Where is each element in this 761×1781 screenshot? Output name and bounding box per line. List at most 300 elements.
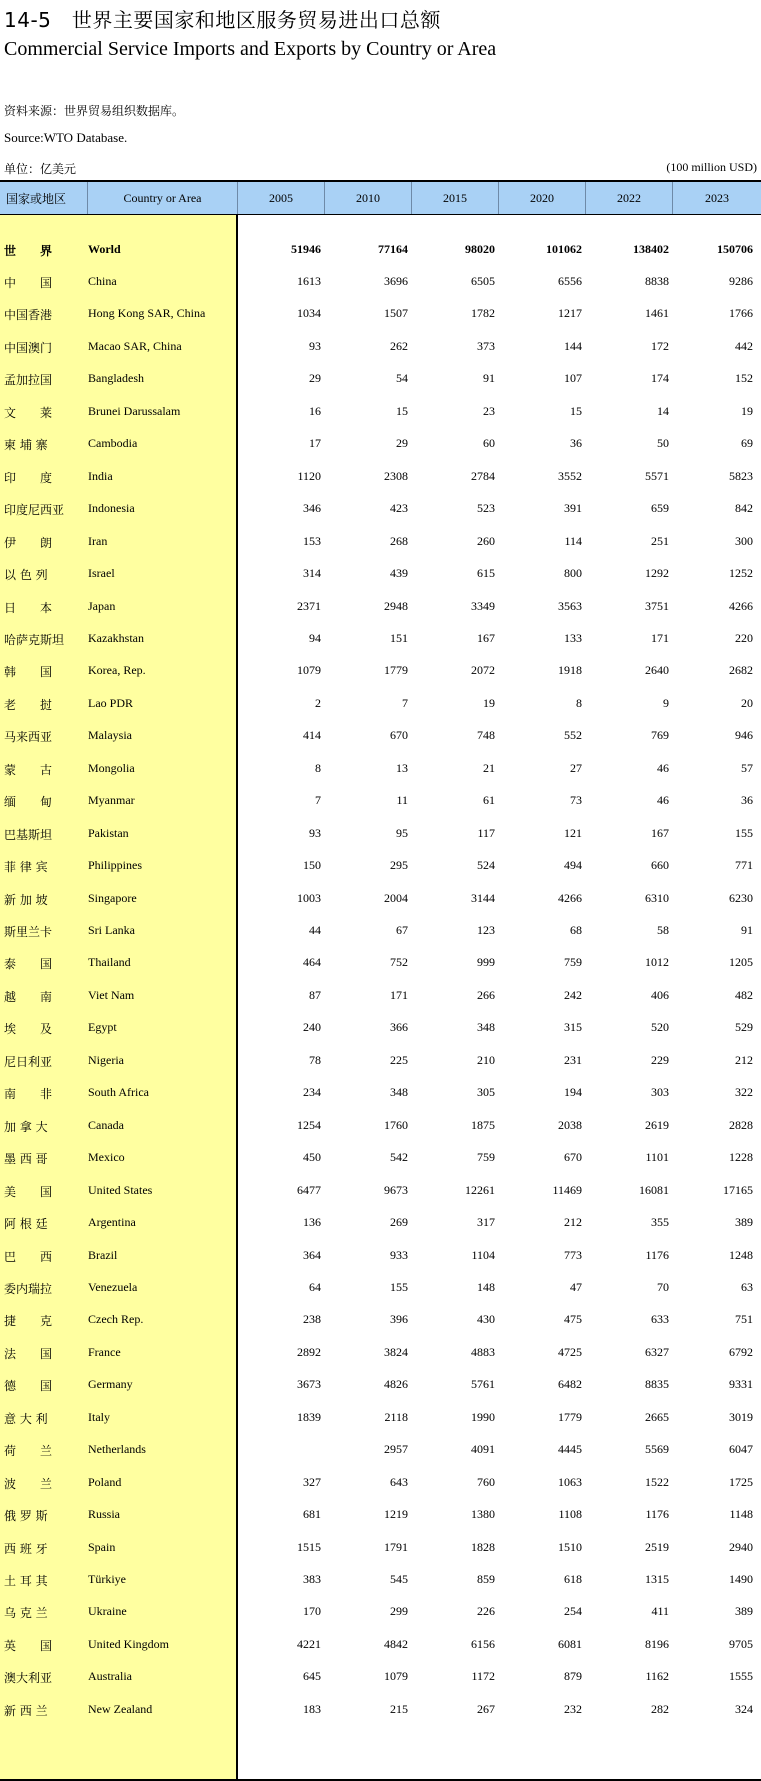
country-name-cn: 泰 国 xyxy=(4,957,53,972)
value-cell-2010: 1779 xyxy=(384,663,408,678)
value-cell-2005: 136 xyxy=(303,1215,321,1230)
value-cell-2023: 442 xyxy=(735,338,753,353)
value-cell-2005: 16 xyxy=(309,403,321,418)
value-cell-2020: 670 xyxy=(564,1150,582,1165)
value-cell-2015: 317 xyxy=(477,1215,495,1230)
country-name-cn: 荷 兰 xyxy=(4,1444,53,1459)
value-cell-2010: 2118 xyxy=(384,1409,408,1424)
value-cell-2015: 266 xyxy=(477,987,495,1002)
table-row xyxy=(0,525,761,557)
value-cell-2005: 93 xyxy=(309,825,321,840)
value-cell-2020: 494 xyxy=(564,858,582,873)
country-name-en: Kazakhstan xyxy=(88,630,144,645)
value-cell-2023: 324 xyxy=(735,1701,753,1716)
value-cell-2023: 1766 xyxy=(729,306,753,321)
value-cell-2020: 121 xyxy=(564,825,582,840)
value-cell-2020: 1510 xyxy=(558,1539,582,1554)
country-name-en: Malaysia xyxy=(88,728,132,743)
country-name-en: Netherlands xyxy=(88,1442,146,1457)
country-name-cn: 中 国 xyxy=(4,276,53,290)
value-cell-2023: 2682 xyxy=(729,663,753,678)
country-name-cn: 巴基斯坦 xyxy=(4,827,53,842)
country-name-cn: 德 国 xyxy=(4,1379,53,1394)
value-cell-2005: 64 xyxy=(309,1279,321,1294)
value-cell-2023: 6047 xyxy=(729,1442,753,1457)
country-name-en: Macao SAR, China xyxy=(88,338,182,353)
table-row xyxy=(0,330,761,362)
country-name-en: Thailand xyxy=(88,955,131,970)
value-cell-2015: 98020 xyxy=(465,242,495,256)
value-cell-2023: 300 xyxy=(735,533,753,548)
country-name-en: Mexico xyxy=(88,1150,125,1165)
country-name-en: Argentina xyxy=(88,1215,136,1230)
value-cell-2022: 355 xyxy=(651,1215,669,1230)
table-row xyxy=(0,1336,761,1368)
value-cell-2015: 760 xyxy=(477,1474,495,1489)
value-cell-2020: 11469 xyxy=(552,1182,582,1197)
value-cell-2022: 1101 xyxy=(645,1150,669,1165)
country-name-cn: 以 色 列 xyxy=(4,568,48,583)
value-cell-2005: 1003 xyxy=(297,890,321,905)
value-cell-2023: 842 xyxy=(735,501,753,516)
table-title-en: Commercial Service Imports and Exports by Country or Area xyxy=(4,38,497,60)
value-cell-2020: 101062 xyxy=(546,242,582,256)
country-name-cn: 西 班 牙 xyxy=(4,1541,48,1556)
value-cell-2020: 1779 xyxy=(558,1409,582,1424)
country-name-en: Hong Kong SAR, China xyxy=(88,306,206,321)
value-cell-2015: 60 xyxy=(483,436,495,451)
value-cell-2020: 618 xyxy=(564,1572,582,1586)
value-cell-2005: 1079 xyxy=(297,663,321,678)
table-row xyxy=(0,1141,761,1173)
value-cell-2020: 6482 xyxy=(558,1377,582,1392)
country-name-en: Indonesia xyxy=(88,501,135,516)
value-cell-2020: 315 xyxy=(564,1020,582,1035)
value-cell-2010: 262 xyxy=(390,338,408,353)
value-cell-2020: 879 xyxy=(564,1669,582,1684)
country-name-cn: 加 拿 大 xyxy=(4,1119,48,1134)
country-name-en: Canada xyxy=(88,1117,124,1132)
value-cell-2010: 1079 xyxy=(384,1669,408,1684)
value-cell-2023: 150706 xyxy=(717,242,753,256)
header-year-2020: 2020 xyxy=(499,182,586,214)
country-name-en: Philippines xyxy=(88,858,143,873)
value-cell-2023: 389 xyxy=(735,1215,753,1230)
value-cell-2005: 150 xyxy=(303,858,321,873)
value-cell-2010: 752 xyxy=(390,955,408,970)
value-cell-2020: 1918 xyxy=(558,663,582,678)
value-cell-2015: 148 xyxy=(477,1279,495,1294)
value-cell-2022: 14 xyxy=(657,403,669,418)
country-name-en: Australia xyxy=(88,1669,132,1684)
table-row xyxy=(0,1206,761,1238)
table-row xyxy=(0,1011,761,1043)
table-row xyxy=(0,1433,761,1465)
value-cell-2010: 7 xyxy=(402,695,408,710)
value-cell-2015: 615 xyxy=(477,566,495,581)
table-row xyxy=(0,719,761,751)
value-cell-2015: 23 xyxy=(483,403,495,418)
table-row xyxy=(0,233,761,265)
value-cell-2005: 346 xyxy=(303,501,321,516)
value-cell-2005: 3673 xyxy=(297,1377,321,1392)
country-name-cn: 越 南 xyxy=(4,989,53,1004)
value-cell-2022: 1176 xyxy=(645,1247,669,1262)
value-cell-2005: 2892 xyxy=(297,1344,321,1359)
country-name-en: Ukraine xyxy=(88,1604,127,1619)
country-name-cn: 中国香港 xyxy=(4,308,53,323)
table-row xyxy=(0,1693,761,1725)
country-name-cn: 文 莱 xyxy=(4,405,53,420)
value-cell-2015: 5761 xyxy=(471,1377,495,1392)
value-cell-2023: 63 xyxy=(741,1279,753,1294)
value-cell-2010: 1219 xyxy=(384,1507,408,1522)
value-cell-2022: 2619 xyxy=(645,1117,669,1132)
value-cell-2023: 212 xyxy=(735,1052,753,1067)
value-cell-2022: 58 xyxy=(657,923,669,937)
country-name-cn: 哈萨克斯坦 xyxy=(4,632,65,647)
value-cell-2010: 2957 xyxy=(384,1442,408,1457)
value-cell-2023: 5823 xyxy=(729,468,753,483)
value-cell-2023: 946 xyxy=(735,728,753,743)
country-name-en: France xyxy=(88,1344,121,1359)
value-cell-2015: 1172 xyxy=(471,1669,495,1684)
country-name-cn: 菲 律 宾 xyxy=(4,860,48,875)
value-cell-2005: 153 xyxy=(303,533,321,548)
table-row xyxy=(0,362,761,394)
value-cell-2015: 2784 xyxy=(471,468,495,483)
table-row xyxy=(0,849,761,881)
value-cell-2015: 4091 xyxy=(471,1442,495,1457)
value-cell-2015: 6505 xyxy=(471,274,495,288)
value-cell-2022: 1522 xyxy=(645,1474,669,1489)
value-cell-2015: 6156 xyxy=(471,1636,495,1651)
country-name-en: Myanmar xyxy=(88,793,135,808)
value-cell-2015: 167 xyxy=(477,630,495,645)
unit-label-en: (100 million USD) xyxy=(666,160,757,174)
value-cell-2010: 545 xyxy=(390,1572,408,1586)
value-cell-2010: 2308 xyxy=(384,468,408,483)
value-cell-2023: 152 xyxy=(735,371,753,386)
header-year-2022: 2022 xyxy=(586,182,673,214)
table-row xyxy=(0,1271,761,1303)
country-name-cn: 伊 朗 xyxy=(4,535,53,550)
value-cell-2022: 1461 xyxy=(645,306,669,321)
value-cell-2023: 36 xyxy=(741,793,753,808)
table-row xyxy=(0,1044,761,1076)
value-cell-2023: 1490 xyxy=(729,1572,753,1586)
table-row xyxy=(0,1628,761,1660)
value-cell-2005: 314 xyxy=(303,566,321,581)
value-cell-2020: 3552 xyxy=(558,468,582,483)
country-name-en: Singapore xyxy=(88,890,137,905)
table-row xyxy=(0,1239,761,1271)
value-cell-2005: 44 xyxy=(309,923,321,937)
value-cell-2015: 91 xyxy=(483,371,495,386)
country-name-en: World xyxy=(88,242,121,256)
value-cell-2010: 542 xyxy=(390,1150,408,1165)
country-name-en: Korea, Rep. xyxy=(88,663,146,678)
country-name-cn: 印度尼西亚 xyxy=(4,503,65,518)
country-name-cn: 孟加拉国 xyxy=(4,373,53,388)
country-name-cn: 英 国 xyxy=(4,1638,53,1653)
country-name-en: Japan xyxy=(88,598,116,613)
value-cell-2005: 1120 xyxy=(297,468,321,483)
value-cell-2015: 12261 xyxy=(465,1182,495,1197)
value-cell-2023: 389 xyxy=(735,1604,753,1619)
value-cell-2020: 133 xyxy=(564,630,582,645)
value-cell-2010: 2004 xyxy=(384,890,408,905)
value-cell-2020: 4266 xyxy=(558,890,582,905)
value-cell-2020: 391 xyxy=(564,501,582,516)
country-name-cn: 墨 西 哥 xyxy=(4,1152,48,1167)
value-cell-2020: 144 xyxy=(564,338,582,353)
value-cell-2010: 215 xyxy=(390,1701,408,1716)
value-cell-2022: 9 xyxy=(663,695,669,710)
value-cell-2015: 19 xyxy=(483,695,495,710)
table-row xyxy=(0,817,761,849)
value-cell-2020: 475 xyxy=(564,1312,582,1327)
value-cell-2005: 450 xyxy=(303,1150,321,1165)
value-cell-2015: 3349 xyxy=(471,598,495,613)
value-cell-2022: 633 xyxy=(651,1312,669,1327)
value-cell-2005: 170 xyxy=(303,1604,321,1619)
value-cell-2023: 1248 xyxy=(729,1247,753,1262)
country-name-en: Brazil xyxy=(88,1247,118,1262)
value-cell-2005: 29 xyxy=(309,371,321,386)
value-cell-2015: 1104 xyxy=(471,1247,495,1262)
value-cell-2022: 172 xyxy=(651,338,669,353)
value-cell-2022: 6327 xyxy=(645,1344,669,1359)
value-cell-2023: 6230 xyxy=(729,890,753,905)
value-cell-2005: 94 xyxy=(309,630,321,645)
value-cell-2010: 439 xyxy=(390,566,408,581)
value-cell-2020: 73 xyxy=(570,793,582,808)
value-cell-2023: 322 xyxy=(735,1085,753,1100)
table-row xyxy=(0,297,761,329)
value-cell-2010: 670 xyxy=(390,728,408,743)
value-cell-2023: 9286 xyxy=(729,274,753,288)
country-name-cn: 印 度 xyxy=(4,470,53,485)
value-cell-2015: 210 xyxy=(477,1052,495,1067)
value-cell-2010: 54 xyxy=(396,371,408,386)
value-cell-2020: 68 xyxy=(570,923,582,937)
table-row xyxy=(0,1109,761,1141)
table-row xyxy=(0,946,761,978)
value-cell-2005: 7 xyxy=(315,793,321,808)
country-name-cn: 世 界 xyxy=(4,244,53,258)
table-row xyxy=(0,427,761,459)
value-cell-2020: 1108 xyxy=(558,1507,582,1522)
value-cell-2015: 305 xyxy=(477,1085,495,1100)
country-name-en: Italy xyxy=(88,1409,110,1424)
table-row xyxy=(0,1076,761,1108)
value-cell-2015: 267 xyxy=(477,1701,495,1716)
value-cell-2022: 229 xyxy=(651,1052,669,1067)
value-cell-2020: 800 xyxy=(564,566,582,581)
country-name-en: Egypt xyxy=(88,1020,117,1035)
value-cell-2022: 8835 xyxy=(645,1377,669,1392)
value-cell-2022: 5571 xyxy=(645,468,669,483)
value-cell-2022: 411 xyxy=(651,1604,669,1619)
header-year-2023: 2023 xyxy=(673,182,761,214)
value-cell-2023: 2828 xyxy=(729,1117,753,1132)
value-cell-2010: 95 xyxy=(396,825,408,840)
country-name-cn: 捷 克 xyxy=(4,1314,53,1329)
value-cell-2010: 423 xyxy=(390,501,408,516)
value-cell-2010: 171 xyxy=(390,987,408,1002)
value-cell-2015: 3144 xyxy=(471,890,495,905)
value-cell-2022: 1012 xyxy=(645,955,669,970)
value-cell-2022: 70 xyxy=(657,1279,669,1294)
value-cell-2005: 234 xyxy=(303,1085,321,1100)
value-cell-2020: 773 xyxy=(564,1247,582,1262)
value-cell-2010: 1507 xyxy=(384,306,408,321)
value-cell-2020: 6556 xyxy=(558,274,582,288)
value-cell-2010: 67 xyxy=(396,923,408,937)
country-name-cn: 缅 甸 xyxy=(4,795,53,810)
value-cell-2022: 174 xyxy=(651,371,669,386)
value-cell-2022: 138402 xyxy=(633,242,669,256)
country-name-cn: 法 国 xyxy=(4,1346,53,1361)
value-cell-2010: 268 xyxy=(390,533,408,548)
value-cell-2020: 194 xyxy=(564,1085,582,1100)
country-name-cn: 乌 克 兰 xyxy=(4,1606,48,1621)
value-cell-2015: 1828 xyxy=(471,1539,495,1554)
value-cell-2005: 240 xyxy=(303,1020,321,1035)
value-cell-2023: 91 xyxy=(741,923,753,937)
value-cell-2022: 167 xyxy=(651,825,669,840)
value-cell-2010: 3696 xyxy=(384,274,408,288)
value-cell-2005: 8 xyxy=(315,760,321,775)
value-cell-2020: 254 xyxy=(564,1604,582,1619)
value-cell-2005: 1839 xyxy=(297,1409,321,1424)
value-cell-2023: 482 xyxy=(735,987,753,1002)
data-table xyxy=(0,180,761,1780)
value-cell-2015: 1782 xyxy=(471,306,495,321)
value-cell-2020: 1217 xyxy=(558,306,582,321)
value-cell-2023: 1252 xyxy=(729,566,753,581)
value-cell-2010: 3824 xyxy=(384,1344,408,1359)
value-cell-2023: 155 xyxy=(735,825,753,840)
country-name-en: Russia xyxy=(88,1507,121,1522)
value-cell-2015: 348 xyxy=(477,1020,495,1035)
value-cell-2023: 1725 xyxy=(729,1474,753,1489)
value-cell-2020: 552 xyxy=(564,728,582,743)
country-name-cn: 巴 西 xyxy=(4,1249,53,1264)
table-row xyxy=(0,265,761,297)
value-cell-2010: 396 xyxy=(390,1312,408,1327)
value-cell-2005: 2371 xyxy=(297,598,321,613)
value-cell-2005: 414 xyxy=(303,728,321,743)
value-cell-2022: 660 xyxy=(651,858,669,873)
value-cell-2022: 659 xyxy=(651,501,669,516)
value-cell-2010: 269 xyxy=(390,1215,408,1230)
country-name-cn: 老 挝 xyxy=(4,697,53,712)
value-cell-2022: 8196 xyxy=(645,1636,669,1651)
value-cell-2015: 2072 xyxy=(471,663,495,678)
value-cell-2010: 643 xyxy=(390,1474,408,1489)
value-cell-2005: 238 xyxy=(303,1312,321,1327)
country-name-cn: 韩 国 xyxy=(4,665,53,680)
value-cell-2022: 5569 xyxy=(645,1442,669,1457)
value-cell-2005: 51946 xyxy=(291,242,321,256)
value-cell-2022: 520 xyxy=(651,1020,669,1035)
table-row xyxy=(0,1660,761,1692)
country-name-en: South Africa xyxy=(88,1085,149,1100)
value-cell-2015: 4883 xyxy=(471,1344,495,1359)
country-name-en: Germany xyxy=(88,1377,133,1392)
table-row xyxy=(0,395,761,427)
country-name-en: Bangladesh xyxy=(88,371,144,386)
table-row xyxy=(0,1368,761,1400)
value-cell-2005: 681 xyxy=(303,1507,321,1522)
value-cell-2023: 9331 xyxy=(729,1377,753,1392)
value-cell-2005: 1515 xyxy=(297,1539,321,1554)
country-name-cn: 澳大利亚 xyxy=(4,1671,53,1686)
country-name-en: Lao PDR xyxy=(88,695,133,710)
header-country-en: Country or Area xyxy=(88,182,238,214)
country-name-cn: 马来西亚 xyxy=(4,730,53,745)
value-cell-2020: 4445 xyxy=(558,1442,582,1457)
value-cell-2010: 366 xyxy=(390,1020,408,1035)
table-row xyxy=(0,622,761,654)
value-cell-2010: 15 xyxy=(396,403,408,418)
value-cell-2010: 13 xyxy=(396,760,408,775)
country-name-cn: 阿 根 廷 xyxy=(4,1217,48,1232)
value-cell-2005: 383 xyxy=(303,1572,321,1586)
header-year-2015: 2015 xyxy=(412,182,499,214)
source-note-en: Source:WTO Database. xyxy=(4,130,128,145)
value-cell-2020: 107 xyxy=(564,371,582,386)
value-cell-2010: 29 xyxy=(396,436,408,451)
value-cell-2015: 748 xyxy=(477,728,495,743)
value-cell-2022: 46 xyxy=(657,760,669,775)
value-cell-2015: 759 xyxy=(477,1150,495,1165)
value-cell-2005: 6477 xyxy=(297,1182,321,1197)
value-cell-2005: 1613 xyxy=(297,274,321,288)
value-cell-2005: 183 xyxy=(303,1701,321,1716)
value-cell-2015: 999 xyxy=(477,955,495,970)
country-name-en: Czech Rep. xyxy=(88,1312,144,1327)
table-row xyxy=(0,784,761,816)
value-cell-2020: 6081 xyxy=(558,1636,582,1651)
country-name-cn: 土 耳 其 xyxy=(4,1574,48,1588)
value-cell-2023: 1228 xyxy=(729,1150,753,1165)
value-cell-2015: 523 xyxy=(477,501,495,516)
country-name-en: Pakistan xyxy=(88,825,129,840)
table-row xyxy=(0,752,761,784)
value-cell-2015: 21 xyxy=(483,760,495,775)
value-cell-2020: 15 xyxy=(570,403,582,418)
unit-label-cn: 单位：亿美元 xyxy=(4,162,77,176)
value-cell-2015: 117 xyxy=(477,825,495,840)
value-cell-2015: 524 xyxy=(477,858,495,873)
country-name-en: Iran xyxy=(88,533,108,548)
value-cell-2005: 364 xyxy=(303,1247,321,1262)
value-cell-2020: 4725 xyxy=(558,1344,582,1359)
country-name-cn: 日 本 xyxy=(4,600,53,615)
value-cell-2005: 93 xyxy=(309,338,321,353)
value-cell-2023: 1555 xyxy=(729,1669,753,1684)
country-name-cn: 委内瑞拉 xyxy=(4,1281,53,1296)
value-cell-2022: 16081 xyxy=(639,1182,669,1197)
header-country-cn: 国家或地区 xyxy=(0,182,88,214)
header-year-2010: 2010 xyxy=(325,182,412,214)
value-cell-2015: 123 xyxy=(477,923,495,937)
table-row xyxy=(0,1401,761,1433)
value-cell-2010: 77164 xyxy=(378,242,408,256)
